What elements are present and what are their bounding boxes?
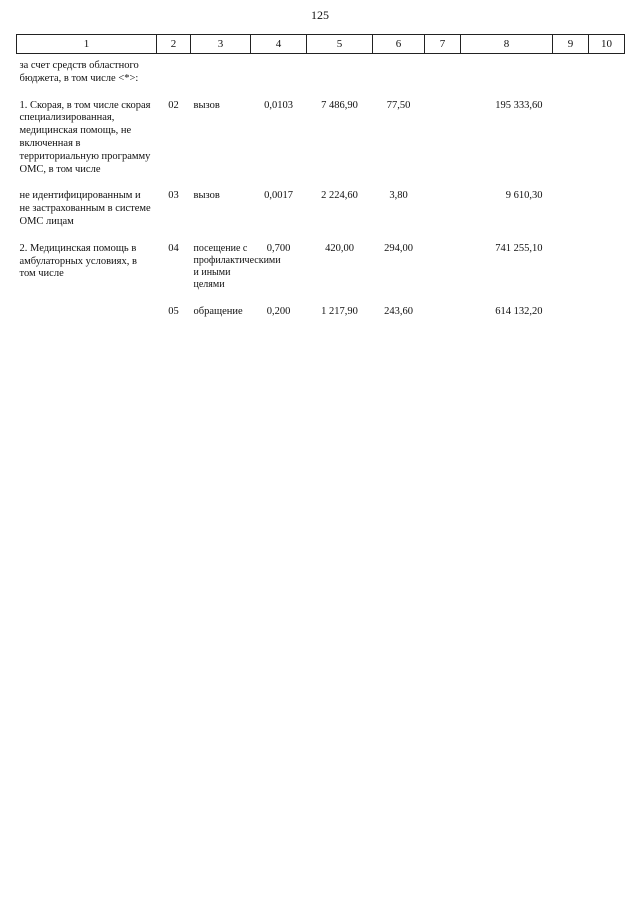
cell-col-9 [553,54,589,94]
table-row [17,54,625,94]
cell-col-8: 614 132,20 [495,305,543,317]
cell-col-4: 0,200 [266,305,291,317]
cell-col-7 [425,54,461,94]
table-row [17,94,625,185]
cell-description: 2. Медицинская помощь в амбулаторных условиях, в том числе [19,242,137,280]
cell-col-7 [425,184,461,236]
cell-description: 1. Скорая, в том числе скорая специализированная, медицинская помощь, не включенная в территориальную программу ОМС, в том числе [19,99,151,175]
cell-col-5: 1 217,90 [321,305,358,317]
table-row [17,237,625,300]
cell-row-code [157,54,191,94]
header-col-8: 8 [461,35,553,54]
header-col-6: 6 [373,35,425,54]
page-number: 125 [311,8,329,22]
cell-row-code: 04 [168,242,179,254]
cell-col-10 [589,184,625,236]
header-col-1: 1 [17,35,157,54]
cell-col-4: 0,0017 [264,190,293,202]
cell-col-5 [307,54,373,94]
cell-row-code: 05 [168,305,179,317]
cell-col-5: 2 224,60 [321,190,358,202]
cell-col-10 [589,54,625,94]
cell-col-4: 0,0103 [264,99,293,111]
cell-col-6: 77,50 [386,99,411,111]
cell-col-4: 0,700 [266,242,291,254]
header-row [17,35,625,54]
header-col-4: 4 [251,35,307,54]
cell-col-8: 195 333,60 [495,99,543,111]
cell-col-6 [373,54,425,94]
cell-col-10 [589,94,625,185]
cell-row-code: 03 [168,190,179,202]
table-row [17,184,625,236]
cell-col-7 [425,94,461,185]
cell-unit: посещение с профилактическими и иными целями [193,242,281,291]
cell-col-6: 294,00 [384,242,413,254]
header-col-7: 7 [425,35,461,54]
cell-col-6: 3,80 [389,190,408,202]
cell-col-9 [553,184,589,236]
cell-description: за счет средств областного бюджета, в том числе <*>: [19,60,139,84]
header-col-10: 10 [589,35,625,54]
cell-unit: вызов [193,99,220,111]
cell-col-6: 243,60 [384,305,413,317]
cell-col-8 [461,54,553,94]
header-col-3: 3 [191,35,251,54]
cell-col-9 [553,300,589,327]
cell-col-10 [589,237,625,300]
cell-col-9 [553,94,589,185]
table-row [17,300,625,327]
header-col-5: 5 [307,35,373,54]
cell-col-7 [425,237,461,300]
cell-description [17,300,157,327]
cell-col-7 [425,300,461,327]
cell-unit: обращение [193,305,243,317]
header-col-9: 9 [553,35,589,54]
cell-col-5: 7 486,90 [321,99,358,111]
cell-col-9 [553,237,589,300]
cell-col-8: 9 610,30 [505,190,543,202]
cell-col-4 [251,54,307,94]
cell-col-5: 420,00 [325,242,354,254]
cell-col-8: 741 255,10 [495,242,543,254]
budget-table [16,34,625,326]
cell-unit: вызов [193,190,220,202]
cell-col-10 [589,300,625,327]
header-col-2: 2 [157,35,191,54]
cell-unit [191,54,251,94]
cell-description: не идентифицированным и не застрахованным в системе ОМС лицам [19,190,151,227]
cell-row-code: 02 [168,99,179,111]
